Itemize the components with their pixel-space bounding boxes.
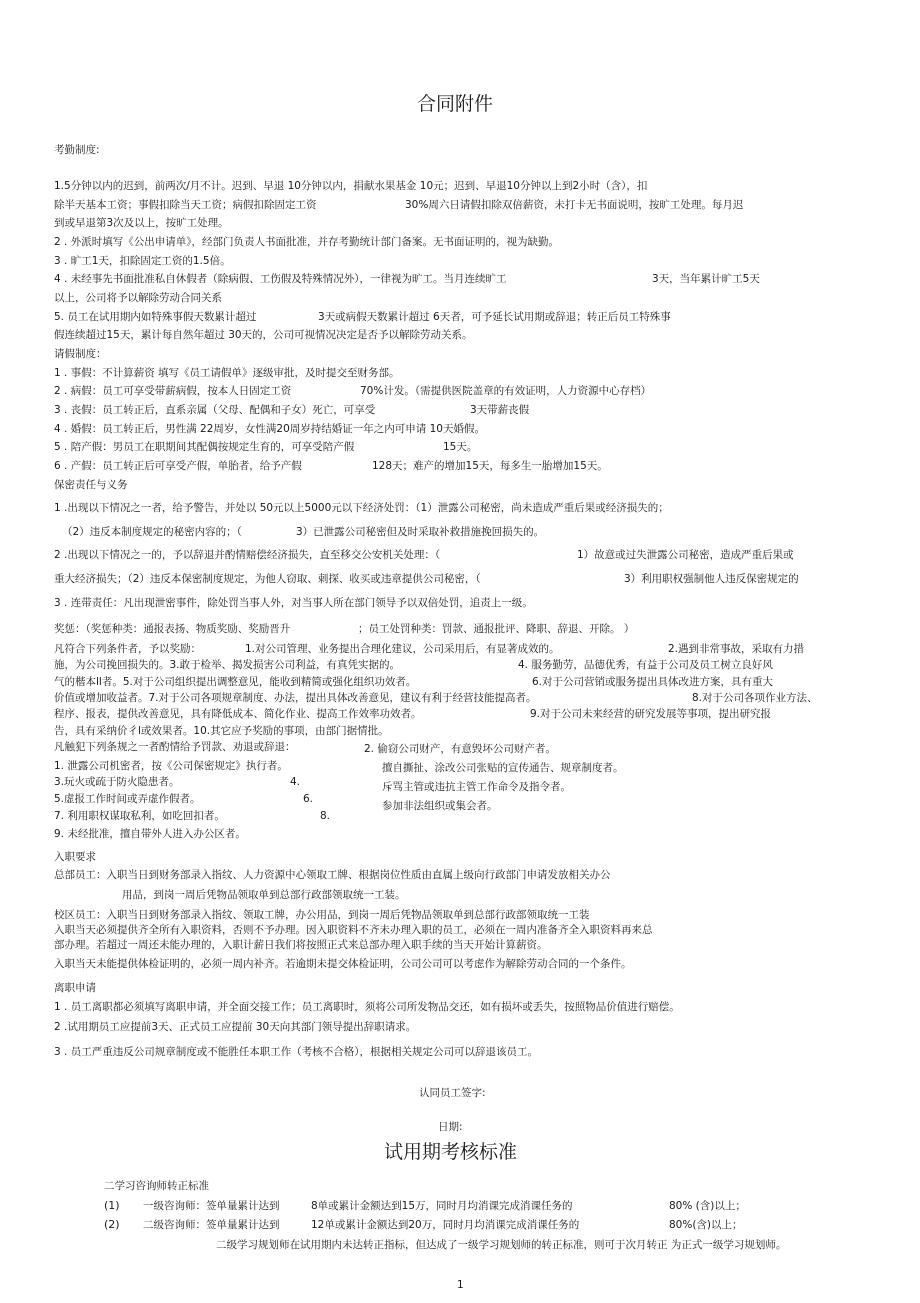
- onboarding-line-1: 总部员工：入职当日到财务部录入指纹、人力资源中心领取工牌、根据岗位性质由直属上级向行政部门申请发放相关办公: [54, 869, 611, 881]
- onboarding-line-3: 入职当天必须提供齐全所有入职资料，否则不予办理。因入职资料不齐未办理入职的员工，必须在一周内准备齐全入职资料再来总: [54, 924, 653, 936]
- onboarding-line-2: 校区员工：入职当日到财务部录入指纹、领取工牌，办公用品，到岗一周后凭物品领取单到总部行政部领取统一工装: [54, 909, 590, 921]
- page-number: 1: [457, 1279, 464, 1291]
- attendance-heading: 考勤制度:: [54, 144, 100, 156]
- penalty-item-3: 3.玩火或疏于防火隐患者。: [54, 776, 180, 788]
- reward-line-2b: 4. 服务勤劳，品德优秀，有益于公司及员工树立良好风: [518, 659, 773, 671]
- attendance-line-3: 3 . 旷工1天，扣除固定工资的1.5倍。: [54, 255, 231, 267]
- reward-line-1: 凡符合下列条件者，予以奖励：: [54, 643, 201, 655]
- document-title: 合同附件: [417, 93, 494, 115]
- probation-row-2-number: (2): [104, 1218, 120, 1231]
- reward-line-3: 气的楷本ll者。5.对于公司组织提出调整意见，能收到精简或强化组织功效者。: [54, 676, 417, 688]
- resign-heading: 离职申请: [54, 982, 96, 994]
- employee-signature-label: 认同员工签字:: [419, 1087, 486, 1099]
- probation-subheading: 二学习咨询师转正标准: [104, 1180, 209, 1192]
- attendance-line-5: 5. 员工在试用期内如特殊事假天数累计超过: [54, 311, 257, 323]
- attendance-line-1c: 30%周六日请假扣除双倍薪资，未打卡无书面说明，按旷工处理。每月迟: [405, 199, 744, 211]
- attendance-line-4c: 以上，公司将予以解除劳动合同关系: [54, 292, 222, 304]
- confidential-line-2: 2 .出现以下情况之一的，予以辞退并酌情赔偿经济损失，直至移交公安机关处理：（: [54, 549, 441, 561]
- reward-line-0: 奖惩：（奖惩种类：通报表扬、物质奖励、奖励晋升: [54, 623, 291, 635]
- resign-line-3: 3 . 员工严重违反公司规章制度或不能胜任本职工作（考核不合格），根据相关规定公司可以辞退该员工。: [54, 1046, 538, 1058]
- leave-line-1: 1 . 事假：不计算薪资 填写《员工请假单》逐级审批，及时提交至财务部。: [54, 367, 400, 379]
- probation-row-1-number: (1): [104, 1199, 120, 1212]
- attendance-line-4: 4 . 未经事先书面批准私自休假者（除病假、工伤假及特殊情况外），一律视为旷工。当月连续旷工: [54, 273, 507, 285]
- penalty-number-4: 4.: [290, 776, 301, 788]
- penalty-item-9: 9. 未经批准，擅自带外人进入办公区者。: [54, 828, 246, 840]
- confidential-line-2d: 3）利用职权强制他人违反保密规定的: [624, 573, 799, 585]
- leave-line-2: 2 . 病假：员工可享受带薪病假，按本人日固定工资: [54, 385, 292, 397]
- probation-row-1-b: 8单或累计金额达到15万，同时月均消课完成消课任务的: [311, 1200, 573, 1212]
- penalty-item-7: 7. 利用职权谋取私利，如吃回扣者。: [54, 810, 225, 822]
- onboarding-line-1b: 用品，到岗一周后凭物品领取单到总部行政部领取统一工装。: [122, 889, 406, 901]
- penalty-number-8: 8.: [320, 810, 331, 822]
- resign-line-1: 1 . 员工离职都必须填写离职申请，并全面交接工作；员工离职时，须将公司所发物品交还，如有损坏或丢失，按照物品价值进行赔偿。: [54, 1001, 680, 1013]
- attendance-line-1d: 到或早退第3次及以上，按旷工处理。: [54, 217, 229, 229]
- probation-row-2-b: 12单或累计金额达到20万，同时月均消课完成消课任务的: [311, 1219, 580, 1231]
- probation-row-1-c: 80% (含)以上；: [669, 1200, 746, 1212]
- onboarding-heading: 入职要求: [54, 851, 96, 863]
- attendance-line-5c: 假连续超过15天，累计每自然年超过 30天的，公司可视情况决定是否予以解除劳动关系。: [54, 329, 473, 341]
- reward-line-5: 程序、报表，提供改善意见，具有降低成本、简化作业、提高工作效率功效者。: [54, 708, 422, 720]
- attendance-line-2: 2 . 外派时填写《公出申请单》，经部门负责人书面批准，并存考勤统计部门备案。无书面证明的，视为缺勤。: [54, 236, 559, 248]
- reward-line-2: 施，为公司挽回损失的。3.敢于检举、揭发损害公司利益，有真凭实据的。: [54, 659, 401, 671]
- onboarding-line-4: 部办理。若超过一周还未能办理的，入职计薪日我们将按照正式来总部办理入职手续的当天开始计算薪资。: [54, 939, 548, 951]
- penalty-heading: 凡触犯下列条规之一者酌情给予罚款、劝退或辞退：: [54, 741, 296, 753]
- reward-line-3b: 6.对于公司营销或服务提出具体改进方案，具有重大: [532, 676, 774, 688]
- leave-heading: 请假制度：: [54, 348, 107, 360]
- confidential-line-1b: （2）违反本制度规定的秘密内容的；（: [62, 526, 242, 538]
- penalty-item-2: 2. 偷窃公司财产，有意毁坏公司财产者。: [364, 743, 556, 755]
- penalty-number-6: 6.: [303, 793, 314, 805]
- leave-line-6b: 128天；难产的增加15天，每多生一胎增加15天。: [372, 460, 608, 472]
- onboarding-line-5: 入职当天未能提供体检证明的，必须一周内补齐。若逾期未提交体检证明，公司公司可以考虑作为解除劳动合同的一个条件。: [54, 958, 632, 970]
- leave-line-6: 6 . 产假：员工转正后可享受产假，单胎者，给予产假: [54, 460, 302, 472]
- leave-line-5b: 15天。: [443, 441, 478, 453]
- leave-line-3b: 3天带薪丧假: [470, 404, 530, 416]
- attendance-line-1: 1.5分钟以内的迟到，前两次/月不计。迟到、早退 10分钟以内，捐献水果基金 10元；迟到、早退10分钟以上到2小时（含），扣: [54, 180, 648, 192]
- penalty-item-scold: 斥骂主管或违抗主管工作命令及指令者。: [382, 781, 571, 793]
- leave-line-2b: 70%计发。（需提供医院盖章的有效证明，人力资源中心存档）: [360, 385, 652, 397]
- confidential-heading: 保密责任与义务: [54, 479, 128, 491]
- reward-line-4b: 8.对于公司各项作业方法、: [692, 692, 818, 704]
- probation-row-1-a: 一级咨询师：签单量累计达到: [143, 1200, 280, 1212]
- probation-row-2-c: 80%(含)以上；: [669, 1219, 743, 1231]
- leave-line-5: 5 . 陪产假：男员工在职期间其配偶按规定生育的，可享受陪产假: [54, 441, 355, 453]
- probation-title: 试用期考核标准: [384, 1141, 518, 1163]
- confidential-line-2b: 1）故意或过失泄露公司秘密，造成严重后果或: [577, 549, 794, 561]
- leave-line-4: 4 . 婚假：员工转正后，男性满 22周岁，女性满20周岁持结婚证一年之内可申请 10天婚假。: [54, 423, 485, 435]
- reward-line-6: 告，具有采纳价彳l或效果者。10.其它应予奖励的事项，由部门据情批。: [54, 725, 389, 737]
- probation-row-2-a: 二级咨询师：签单量累计达到: [143, 1219, 280, 1231]
- leave-line-3: 3 . 丧假：员工转正后，直系亲属（父母、配偶和子女）死亡，可享受: [54, 404, 376, 416]
- confidential-line-2c: 重大经济损失；（2）违反本保密制度规定，为他人窃取、刺探、收买或违章提供公司秘密，（: [54, 573, 481, 585]
- resign-line-2: 2 .试用期员工应提前3天、正式员工应提前 30天向其部门领导提出辞职请求。: [54, 1021, 417, 1033]
- attendance-line-1b: 除半天基本工资；事假扣除当天工资；病假扣除固定工资: [54, 199, 317, 211]
- reward-line-1c: 2.遇到非常事故，采取有力措: [668, 643, 805, 655]
- attendance-line-4b: 3天，当年累计旷工5天: [652, 273, 760, 285]
- penalty-item-1: 1. 泄露公司机密者，按《公司保密规定》执行者。: [54, 760, 288, 772]
- probation-note: 二级学习规划师在试用期内未达转正指标，但达成了一级学习规划师的转正标准，则可于次月转正 为正式一级学习规划师。: [216, 1239, 787, 1251]
- penalty-item-illegal: 参加非法组织或集会者。: [382, 800, 498, 812]
- confidential-line-3: 3 . 连带责任：凡出现泄密事件，除处罚当事人外，对当事人所在部门领导予以双倍处罚，追责上一级。: [54, 597, 533, 609]
- reward-line-1b: 1.对公司管理、业务提出合理化建议，公司采用后，有显著成效的。: [245, 643, 560, 655]
- attendance-line-5b: 3天或病假天数累计超过 6天者，可予延长试用期或辞退；转正后员工特殊事: [318, 311, 671, 323]
- reward-line-4: 价值或增加收益者。7.对于公司各项规章制度、办法，提出具体改善意见，建议有利于经营技能提高者。: [54, 692, 537, 704]
- confidential-line-1: 1 .出现以下情况之一者，给予警告，并处以 50元以上5000元以下经济处罚：（1）泄露公司秘密，尚未造成严重后果或经济损失的；: [54, 502, 669, 514]
- date-label: 日期:: [438, 1121, 463, 1133]
- reward-line-0b: ；员工处罚种类：罚款、通报批评、降职、辞退、开除。 ）: [358, 623, 635, 635]
- confidential-line-1c: 3）已泄露公司秘密但及时采取补救措施挽回损失的。: [296, 526, 545, 538]
- reward-line-5b: 9.对于公司未来经营的研究发展等事项，提出研究报: [530, 708, 772, 720]
- penalty-item-5: 5.虚报工作时间或弄虚作假者。: [54, 793, 201, 805]
- penalty-item-tear: 擅自撕扯、涂改公司张贴的宣传通告、规章制度者。: [382, 762, 624, 774]
